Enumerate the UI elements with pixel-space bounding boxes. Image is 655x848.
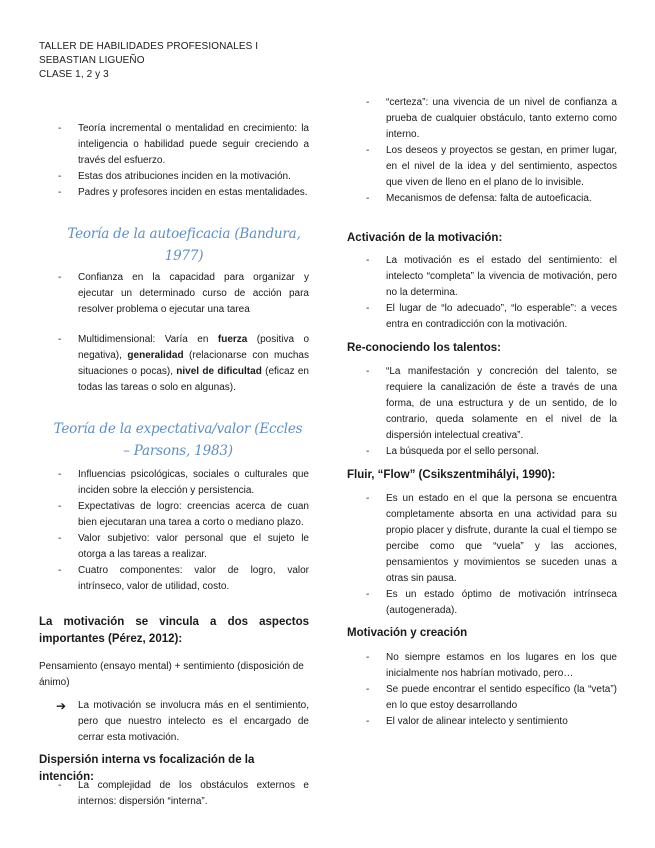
heading-flow: Fluir, “Flow” (Csikszentmihályi, 1990): xyxy=(347,469,556,481)
list-item: - Se puede encontrar el sentido específico (la “veta”) en lo que estoy desarrollando xyxy=(347,682,617,714)
list-item: - Es un estado óptimo de motivación intrínseca (autogenerada). xyxy=(347,587,617,619)
document-header xyxy=(39,40,258,82)
list-item: - Expectativas de logro: creencias acerca de cuan bien ejecutaran una tarea a corto o mediano plazo. xyxy=(39,499,309,531)
expectativa-list xyxy=(39,467,309,595)
heading-vincula: La motivación se vincula a dos aspectos importantes (Pérez, 2012): xyxy=(39,616,309,645)
list-item: - Confianza en la capacidad para organizar y ejecutar un determinado curso de acción para resolver problema o ejecutar una tarea xyxy=(39,270,309,318)
certeza-list xyxy=(347,95,617,207)
creacion-list xyxy=(347,650,617,730)
dispersion-list xyxy=(39,778,309,810)
list-item: - No siempre estamos en los lugares en los que inicialmente nos habrían motivado, pero… xyxy=(347,650,617,682)
list-item: - El lugar de “lo adecuado”, “lo esperable”: a veces entra en contradicción con la motivación. xyxy=(347,301,617,333)
list-item: - El valor de alinear intelecto y sentimiento xyxy=(347,714,617,730)
list-item: - Padres y profesores inciden en estas mentalidades. xyxy=(39,185,309,201)
list-item: - Cuatro componentes: valor de logro, valor intrínseco, valor de utilidad, costo. xyxy=(39,563,309,595)
list-item: - La búsqueda por el sello personal. xyxy=(347,444,617,460)
section-title-expectativa: Teoría de la expectativa/valor (Eccles – Parsons, 1983) xyxy=(53,421,303,459)
list-item: - La motivación es el estado del sentimiento: el intelecto “completa” la vivencia de motivación, pero no la determina. xyxy=(347,253,617,301)
section-title-autoeficacia: Teoría de la autoeficacia (Bandura, 1977) xyxy=(67,226,301,264)
arrow-item: ➔ La motivación se involucra más en el sentimiento, pero que nuestro intelecto es el encargado de cerrar esta motivación. xyxy=(56,699,309,743)
list-item: - Teoría incremental o mentalidad en crecimiento: la inteligencia o habilidad puede seguir creciendo a través del esfuerzo. xyxy=(39,121,309,169)
list-item: - “La manifestación y concreción del talento, se requiere la canalización de éste a través de una forma, de una estructura y de un sentido, de lo contrario, queda solamente en el nivel de la dispersión intelectual creativa”. xyxy=(347,364,617,444)
pensamiento-line: Pensamiento (ensayo mental) + sentimiento (disposición de ánimo) xyxy=(39,661,304,688)
list-item: - Los deseos y proyectos se gestan, en primer lugar, en el nivel de la idea y del sentimiento, aspectos que viven de lleno en el plano de lo invisible. xyxy=(347,143,617,191)
talentos-list xyxy=(347,364,617,460)
heading-dispersion: Dispersión interna vs focalización de la intención: xyxy=(39,754,255,783)
list-item: - Multidimensional: Varía en fuerza (positiva o negativa), generalidad (relacionarse con muchas situaciones o pocas), nivel de dificultad (eficaz en todas las tareas o solo en algunas). xyxy=(39,332,309,396)
flow-list xyxy=(347,491,617,619)
course-title: TALLER DE HABILIDADES PROFESIONALES I xyxy=(39,41,259,52)
list-item: - “certeza”: una vivencia de un nivel de confianza a prueba de cualquier obstáculo, tanto externo como interno. xyxy=(347,95,617,143)
heading-activacion: Activación de la motivación: xyxy=(347,232,503,244)
multidimensional-list xyxy=(39,332,309,396)
class-label: CLASE 1, 2 y 3 xyxy=(39,69,109,80)
autoeficacia-list xyxy=(39,270,309,318)
list-item: - Valor subjetivo: valor personal que el sujeto le otorga a las tareas a realizar. xyxy=(39,531,309,563)
heading-talentos: Re-conociendo los talentos: xyxy=(347,342,501,354)
heading-creacion: Motivación y creación xyxy=(347,627,468,639)
list-item: - Influencias psicológicas, sociales o culturales que inciden sobre la elección y persistencia. xyxy=(39,467,309,499)
arrow-right-icon: ➔ xyxy=(56,699,67,713)
activacion-list xyxy=(347,253,617,333)
list-item: - Mecanismos de defensa: falta de autoeficacia. xyxy=(347,191,617,207)
list-item: - Es un estado en el que la persona se encuentra completamente absorta en una actividad para su propio placer y disfrute, durante la cual el tiempo se percibe como que “vuela” y las acciones, pensamientos y movimientos se suceden unas a otras sin pausa. xyxy=(347,491,617,587)
author-name: SEBASTIAN LIGUEÑO xyxy=(39,55,145,66)
list-item: - Estas dos atribuciones inciden en la motivación. xyxy=(39,169,309,185)
list-item: - La complejidad de los obstáculos externos e internos: dispersión “interna”. xyxy=(39,778,309,810)
growth-mindset-list xyxy=(39,121,309,201)
